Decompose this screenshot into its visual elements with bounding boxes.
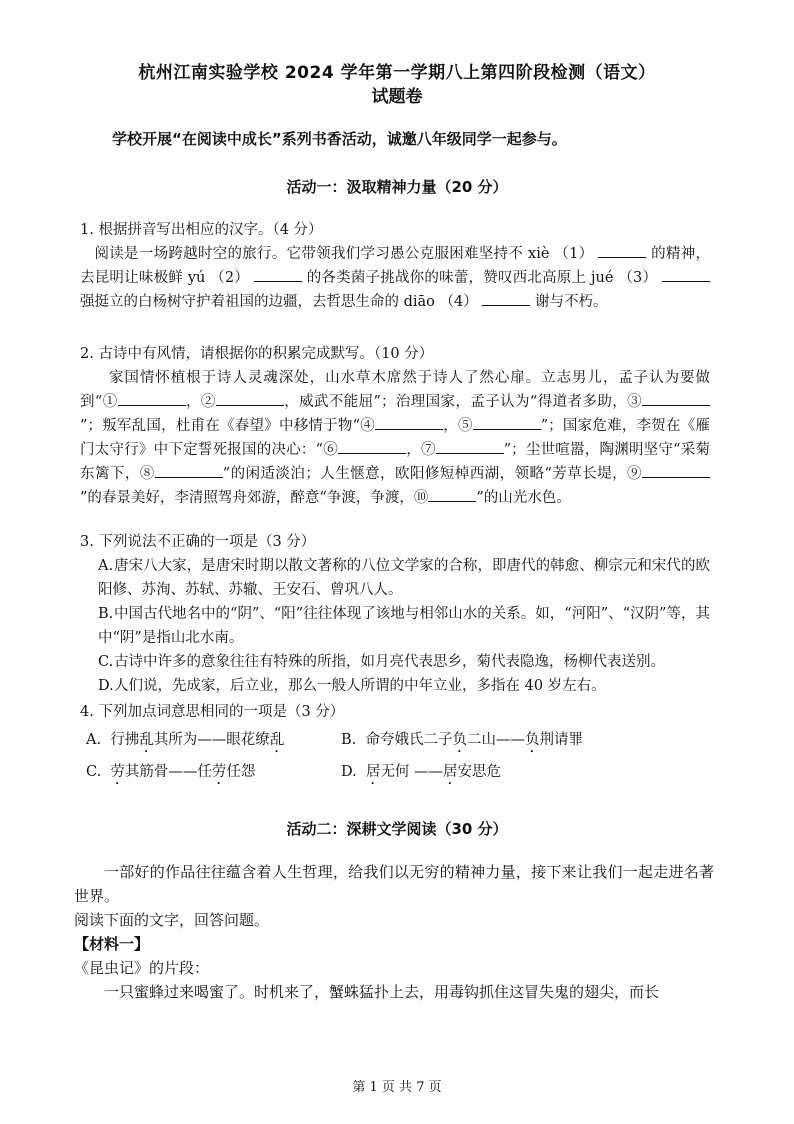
q3-option-a[interactable] [98, 554, 710, 602]
q3-option-b[interactable] [98, 602, 710, 650]
q1-stem: 1. 根据拼音写出相应的汉字。（4 分） [80, 222, 323, 238]
q1-text [80, 242, 710, 314]
q4-options-row-2 [86, 760, 710, 788]
q2-stem: 2. 古诗中有风情，请根据你的积累完成默写。（10 分） [80, 346, 434, 362]
question-3 [80, 530, 710, 698]
material-excerpt: 一只蜜蜂过来喝蜜了。时机来了，蟹蛛猛扑上去，用毒钩抓住这冒失鬼的翅尖，而长 [104, 983, 660, 1001]
q1-text-part: 阅读是一场跨越时空的旅行。它带领我们学习愚公克服困难坚持不 xiè （1） [94, 246, 594, 262]
question-1 [80, 218, 710, 314]
option-text: 任怨 [226, 764, 256, 780]
reading-instruction: 阅读下面的文字，回答问题。 [74, 911, 270, 929]
q3-option-c[interactable] [98, 650, 710, 674]
answer-blank[interactable] [428, 487, 476, 502]
answer-blank[interactable] [662, 267, 710, 282]
option-text: 安思危 [457, 764, 502, 780]
q2-text-part: ”；尘世喧嚣，陶渊明坚守“采菊东篱下，⑧ [80, 442, 710, 482]
dotted-word: 乱 [269, 732, 285, 748]
answer-blank[interactable] [216, 391, 284, 406]
page-title: 杭州江南实验学校 2024 学年第一学期八上第四阶段检测（语文） [138, 63, 656, 83]
option-label: D. [98, 678, 114, 694]
answer-blank[interactable] [642, 391, 710, 406]
q4-options-row-1 [86, 728, 710, 756]
dotted-word: 劳 [211, 764, 227, 780]
option-text: 荆请罪 [539, 732, 583, 748]
option-text: 命夸娥氏二子 [365, 732, 453, 748]
q3-stem: 3. 下列说法不正确的一项是（3 分） [80, 534, 316, 550]
option-text: 唐宋八大家，是唐宋时期以散文著称的八位文学家的合称，即唐代的韩愈、柳宗元和宋代的欧阳修、苏洵、苏轼、苏辙、王安石、曾巩八人。 [98, 558, 710, 598]
answer-blank[interactable] [473, 415, 541, 430]
q2-text-part: ”；叛军乱国，杜甫在《春望》中移情于物“④ [80, 418, 376, 434]
answer-blank[interactable] [155, 463, 223, 478]
q4-option-a[interactable] [86, 728, 341, 756]
answer-blank[interactable] [118, 391, 186, 406]
dotted-word: 居 [443, 764, 458, 780]
q1-text-part: 的各类菌子挑战你的味蕾，赞叹西北高原上 jué [306, 270, 614, 286]
option-label: B. [341, 732, 357, 748]
dotted-word: 乱 [139, 732, 154, 748]
option-label: C. [98, 654, 114, 670]
option-text: 古诗中许多的意象往往有特殊的所指，如月亮代表思乡，菊代表隐逸，杨柳代表送别。 [114, 654, 665, 670]
q1-text-part: （3） [618, 270, 658, 286]
dotted-word: 劳 [110, 764, 125, 780]
answer-blank[interactable] [482, 291, 530, 306]
option-text: 行拂 [110, 732, 140, 748]
answer-blank[interactable] [375, 415, 443, 430]
q2-text-part: 家国情怀植根于诗人灵魂深处，山水草木席然于诗人了然心扉。立志男儿，孟子认为要做到“① [80, 370, 710, 410]
answer-blank[interactable] [436, 439, 504, 454]
q3-option-d[interactable] [98, 674, 710, 698]
activity2-intro: 一部好的作品往往蕴含着人生哲理，给我们以无穷的精神力量，接下来让我们一起走进名著世界。 [74, 863, 714, 905]
option-text: 人们说，先成家，后立业，那么一般人所谓的中年立业，多指在 40 岁左右。 [114, 678, 606, 694]
page-subtitle: 试题卷 [371, 87, 423, 107]
option-text: 二山—— [466, 732, 525, 748]
q2-text-part: ，② [185, 394, 216, 410]
dotted-word: 负 [524, 732, 540, 748]
option-text: 其所为——眼花缭 [153, 732, 270, 748]
q2-text [80, 366, 710, 510]
q1-text-part: 的精神，去昆明让味极鲜 yú （2） [80, 246, 710, 286]
q4-option-b[interactable] [341, 728, 671, 756]
material-source: 《昆虫记》的片段： [74, 959, 210, 977]
material-label: 【材料一】 [74, 935, 150, 953]
intro-text: 学校开展“在阅读中成长”系列书香活动，诚邀八年级同学一起参与。 [112, 130, 567, 148]
q4-option-c[interactable] [86, 760, 341, 788]
q2-text-part: ”的山光水色。 [476, 490, 571, 506]
option-label: D. [341, 764, 357, 780]
option-text: 中国古代地名中的“阴”、“阳”往往体现了该地与相邻山水的关系。如，“河阳”、“汉阴”等，其中“阴”是指山北水南。 [98, 606, 710, 646]
activity1-heading: 活动一：汲取精神力量（20 分） [286, 178, 508, 196]
q4-option-d[interactable] [341, 760, 671, 788]
question-2 [80, 342, 710, 510]
option-label: C. [86, 764, 102, 780]
question-4 [80, 700, 710, 792]
option-label: A. [86, 732, 102, 748]
q1-text-part: 谢与不朽。 [534, 294, 608, 310]
activity2-body [74, 860, 714, 1004]
q2-text-part: ，⑤ [443, 418, 473, 434]
q2-text-part: ”；国家危难，李贺在《雁门太守行》中下定誓死报国的决心：“⑥ [80, 418, 711, 458]
option-label: B. [98, 606, 114, 622]
q2-text-part: ，⑦ [406, 442, 436, 458]
q1-text-part: 强挺立的白杨树守护着祖国的边疆，去哲思生命的 diāo （4） [80, 294, 478, 310]
answer-blank[interactable] [338, 439, 406, 454]
dotted-word: 居 [365, 764, 381, 780]
page-number: 第 1 页 共 7 页 [352, 1080, 442, 1095]
option-label: A. [98, 558, 114, 574]
activity2-heading: 活动二：深耕文学阅读（30 分） [286, 820, 508, 838]
answer-blank[interactable] [598, 243, 646, 258]
answer-blank[interactable] [642, 463, 710, 478]
q2-text-part: ，威武不能屈”；治理国家，孟子认为“得道者多助，③ [283, 394, 642, 410]
dotted-word: 负 [452, 732, 467, 748]
option-text: 其筋骨——任 [124, 764, 212, 780]
answer-blank[interactable] [254, 267, 302, 282]
option-text: 无何 —— [380, 764, 444, 780]
q4-stem: 4. 下列加点词意思相同的一项是（3 分） [80, 704, 345, 720]
q2-text-part: ”的闲适淡泊；人生惬意，欧阳修短棹西湖，领略“芳草长堤，⑨ [222, 466, 642, 482]
q2-text-part: ”的春景美好，李清照驾舟郊游，醉意“争渡，争渡，⑩ [80, 490, 429, 506]
